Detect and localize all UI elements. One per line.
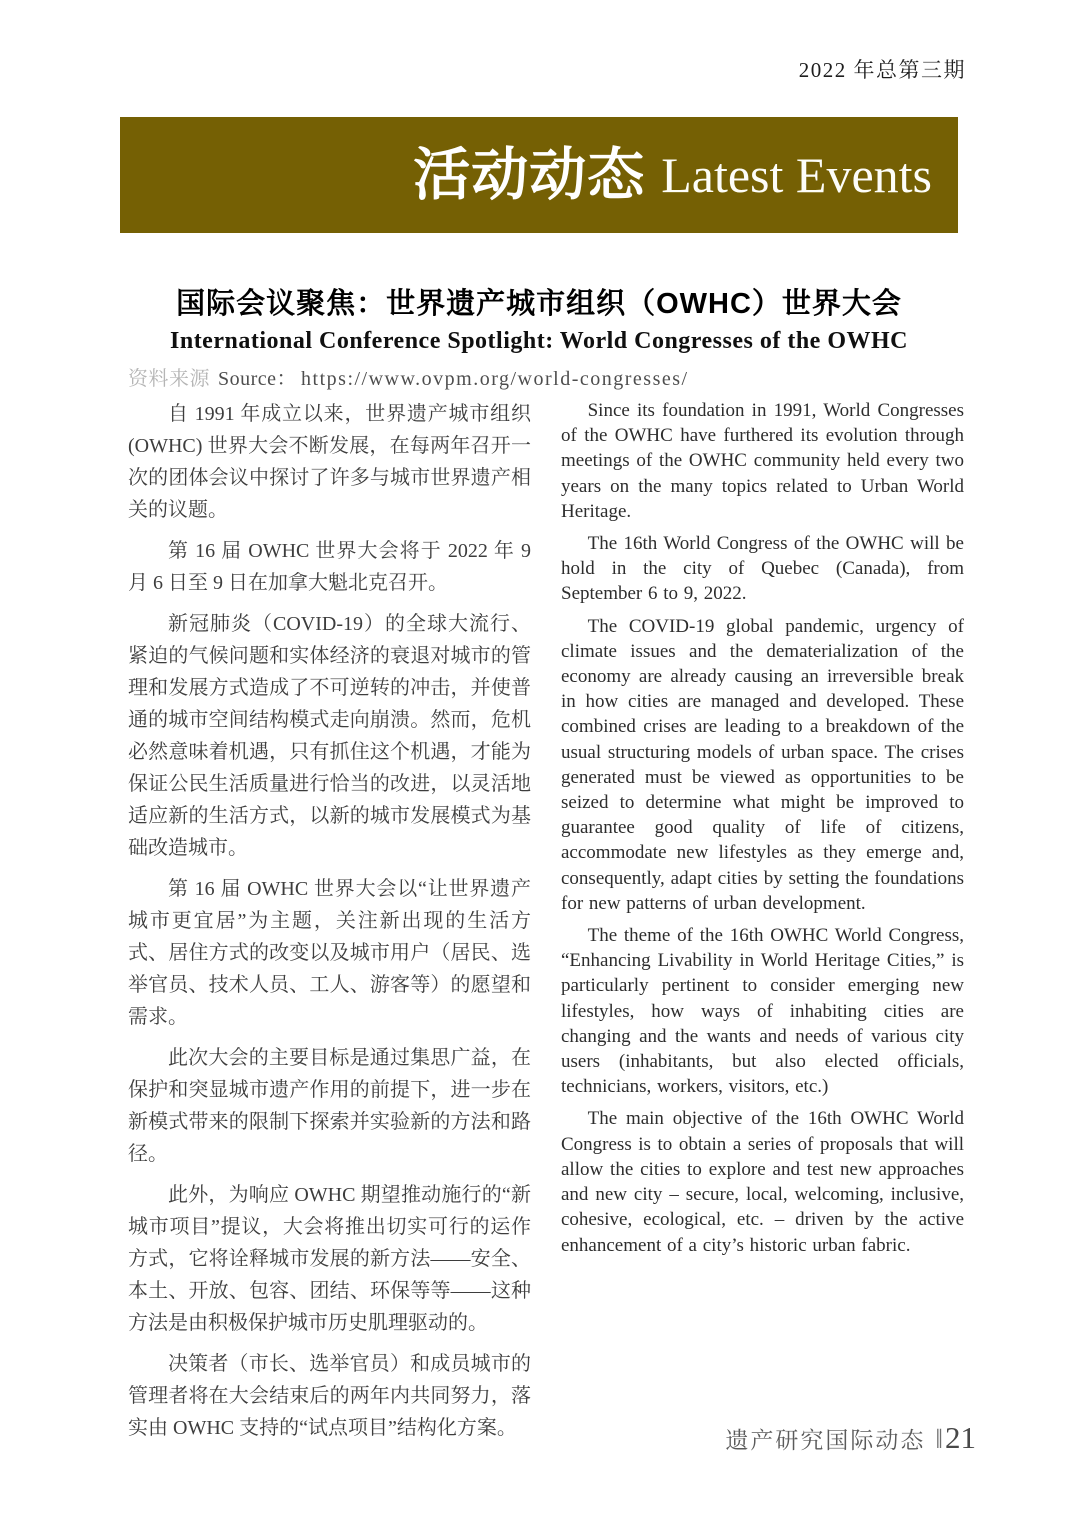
banner-title-zh: 活动动态 bbox=[413, 143, 646, 207]
source-label-en: Source： bbox=[218, 368, 298, 390]
footer-divider-bars: ‖ bbox=[935, 1424, 943, 1454]
article-title-en: International Conference Spotlight: World Congresses of the OWHC bbox=[170, 328, 908, 354]
zh-paragraph-5: 此次大会的主要目标是通过集思广益，在保护和突显城市遗产作用的前提下，进一步在新模式带来的限制下探索并实验新的方法和路径。 bbox=[128, 1047, 531, 1165]
page-footer bbox=[725, 1420, 976, 1456]
article-body bbox=[128, 398, 964, 1453]
zh-paragraph-2: 第 16 届 OWHC 世界大会将于 2022 年 9 月 6 日至 9 日在加拿大魁北克召开。 bbox=[128, 540, 531, 594]
zh-paragraph-7: 决策者（市长、选举官员）和成员城市的管理者将在大会结束后的两年内共同努力，落实由 OWHC 支持的“试点项目”结构化方案。 bbox=[128, 1353, 531, 1439]
en-paragraph-5: The main objective of the 16th OWHC World Congress is to obtain a series of proposals that will allow the cities to explore and test new approaches and new city – secure, local, welcoming, inclusive, cohesive, ecological, etc. – driven by the active enhancement of a city’s historic urban fabric. bbox=[561, 1108, 964, 1256]
en-paragraph-2: The 16th World Congress of the OWHC will be hold in the city of Quebec (Canada), from September 6 to 9, 2022. bbox=[561, 533, 964, 605]
source-line bbox=[128, 362, 689, 391]
zh-paragraph-3: 新冠肺炎（COVID-19）的全球大流行、紧迫的气候问题和实体经济的衰退对城市的管理和发展方式造成了不可逆转的冲击，并使普通的城市空间结构模式走向崩溃。然而，危机必然意味着机遇，只有抓住这个机遇，才能为保证公民生活质量进行恰当的改进，以灵活地适应新的生活方式，以新的城市发展模式为基础改造城市。 bbox=[128, 613, 531, 859]
article-title-zh: 国际会议聚焦：世界遗产城市组织（OWHC）世界大会 bbox=[176, 288, 902, 320]
en-paragraph-3: The COVID-19 global pandemic, urgency of climate issues and the dematerialization of the economy are already causing an irreversible break in how cities are managed and developed. These combined crises are leading to a breakdown of the usual structuring models of urban space. The crises generated must be viewed as opportunities to be seized to determine what might be improved to guarantee good quality of life of citizens, accommodate new lifestyles as they emerge and, consequently, adapt cities by setting the foundations for new patterns of urban development. bbox=[561, 615, 964, 914]
en-paragraph-4: The theme of the 16th OWHC World Congress, “Enhancing Livability in World Heritage Cities,” is particularly pertinent to consider emerging new lifestyles, how ways of inhabiting cities are changing and the wants and needs of various city users (inhabitants, but also elected officials, technicians, workers, visitors, etc.) bbox=[561, 925, 964, 1098]
source-label-zh: 资料来源 bbox=[128, 368, 210, 390]
chinese-column bbox=[128, 398, 531, 1453]
zh-paragraph-6: 此外，为响应 OWHC 期望推动施行的“新城市项目”提议，大会将推出切实可行的运作方式，它将诠释城市发展的新方法——安全、本土、开放、包容、团结、环保等等——这种方法是由积极保护城市历史肌理驱动的。 bbox=[128, 1184, 531, 1334]
source-url-link[interactable]: https://www.ovpm.org/world-congresses/ bbox=[301, 368, 689, 390]
issue-label: 2022 年总第三期 bbox=[798, 58, 966, 82]
zh-paragraph-1: 自 1991 年成立以来，世界遗产城市组织 (OWHC) 世界大会不断发展，在每两年召开一次的团体会议中探讨了许多与城市世界遗产相关的议题。 bbox=[128, 403, 531, 521]
zh-paragraph-4: 第 16 届 OWHC 世界大会以“让世界遗产城市更宜居”为主题，关注新出现的生活方式、居住方式的改变以及城市用户（居民、选举官员、技术人员、工人、游客等）的愿望和需求。 bbox=[128, 878, 531, 1028]
section-banner bbox=[120, 117, 958, 233]
en-paragraph-1: Since its foundation in 1991, World Congresses of the OWHC have furthered its evolution through meetings of the OWHC community held every two years on the many topics related to Urban World Heritage. bbox=[561, 400, 964, 522]
footer-journal-title: 遗产研究国际动态 bbox=[725, 1428, 926, 1453]
banner-title-en: Latest Events bbox=[661, 147, 932, 203]
english-column bbox=[561, 398, 964, 1453]
page-number: 21 bbox=[945, 1420, 976, 1455]
